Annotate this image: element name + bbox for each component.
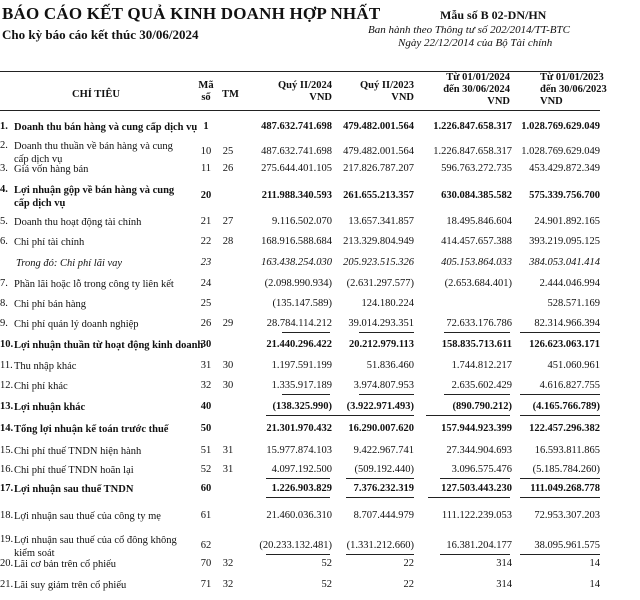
row-value-v1: 28.784.114.212	[266, 318, 332, 329]
row-label: Doanh thu hoạt động tài chính	[14, 217, 142, 228]
row-number: 9.	[0, 318, 8, 329]
row-value-v3: 630.084.385.582	[441, 190, 512, 201]
row-value-v3: 1.226.847.658.317	[433, 121, 512, 132]
row-label: Lợi nhuận sau thuế TNDN	[14, 484, 134, 495]
row-value-v4: 72.953.307.203	[534, 510, 600, 521]
row-value-v1: 15.977.874.103	[266, 445, 332, 456]
row-code: 50	[200, 423, 212, 434]
row-value-v2: (3.922.971.493)	[346, 401, 414, 412]
subtotal-underline	[266, 554, 330, 555]
subtotal-underline	[520, 497, 600, 498]
subtotal-underline	[282, 394, 330, 395]
row-code: 20	[200, 190, 212, 201]
row-value-v4: 1.028.769.629.049	[521, 146, 600, 157]
row-value-v2: (509.192.440)	[354, 464, 414, 475]
row-label: Thu nhập khác	[14, 361, 77, 372]
row-value-v1: (138.325.990)	[272, 401, 332, 412]
row-note: 30	[222, 380, 234, 391]
row-value-v2: (2.631.297.577)	[346, 278, 414, 289]
col-header-item: CHỈ TIÊU	[72, 89, 120, 100]
row-code: 31	[200, 360, 212, 371]
row-value-v2: 217.826.787.207	[343, 163, 414, 174]
col-header-q2-2023-unit: VND	[391, 92, 414, 103]
col-header-ytd-2024	[410, 72, 510, 108]
row-value-v4: 451.060.961	[547, 360, 600, 371]
row-note: 27	[222, 216, 234, 227]
row-value-v1: 4.097.192.500	[271, 464, 332, 475]
row-note: 28	[222, 236, 234, 247]
row-label: Lợi nhuận thuần từ hoạt động kinh doanh	[14, 340, 204, 351]
row-label: Lợi nhuận sau thuế của công ty mẹ	[14, 511, 161, 522]
row-value-v2: 9.422.967.741	[353, 445, 414, 456]
subtotal-underline	[346, 554, 414, 555]
row-value-v4: 453.429.872.349	[529, 163, 600, 174]
row-value-v1: 1.335.917.189	[271, 380, 332, 391]
row-number: 2.	[0, 140, 8, 151]
report-title: BÁO CÁO KẾT QUẢ KINH DOANH HỢP NHẤT	[2, 4, 381, 23]
subtotal-underline	[346, 497, 414, 498]
row-value-v4: 528.571.169	[547, 298, 600, 309]
row-code: 32	[200, 380, 212, 391]
subtotal-underline	[520, 478, 600, 479]
row-value-v2: 20.212.979.113	[348, 339, 414, 350]
row-value-v2: 479.482.001.564	[343, 146, 414, 157]
row-code: 23	[200, 257, 212, 268]
row-value-v3: 314	[496, 579, 512, 590]
subtotal-underline	[520, 554, 600, 555]
row-value-v4: 14	[589, 579, 600, 590]
row-code: 71	[200, 579, 212, 590]
row-number: 6.	[0, 236, 8, 247]
row-value-v2: 51.836.460	[366, 360, 414, 371]
row-number: 20.	[0, 558, 14, 569]
row-code: 25	[200, 298, 212, 309]
row-value-v1: (135.147.589)	[272, 298, 332, 309]
row-code: 24	[200, 278, 212, 289]
row-value-v4: 126.623.063.171	[529, 339, 600, 350]
subtotal-underline	[346, 478, 414, 479]
row-number: 16.	[0, 464, 14, 475]
row-number: 14.	[0, 423, 14, 434]
row-value-v2: 22	[403, 558, 414, 569]
row-value-v4: 393.219.095.125	[529, 236, 600, 247]
regulation-line: Ban hành theo Thông tư số 202/2014/TT-BTC	[368, 24, 570, 36]
row-value-v1: (20.233.132.481)	[259, 540, 332, 551]
row-number: 12.	[0, 380, 14, 391]
col-header-q2-2024-unit: VND	[309, 92, 332, 103]
row-value-v1: 168.916.588.684	[261, 236, 332, 247]
regulation-date: Ngày 22/12/2014 của Bộ Tài chính	[398, 37, 553, 49]
subtotal-underline	[444, 394, 510, 395]
row-value-v1: 487.632.741.698	[261, 146, 332, 157]
subtotal-underline	[266, 478, 330, 479]
row-value-v2: 22	[403, 579, 414, 590]
row-value-v3: 157.944.923.399	[441, 423, 512, 434]
row-code: 10	[200, 146, 212, 157]
row-label: Doanh thu thuần về bán hàng và cung cấp dịch vụ	[14, 141, 173, 165]
row-value-v1: 21.301.970.432	[266, 423, 332, 434]
subtotal-underline	[359, 332, 414, 333]
subtotal-underline	[426, 415, 510, 416]
row-value-v1: 52	[321, 558, 332, 569]
subtotal-underline	[282, 332, 330, 333]
col-header-q2-2023-period: Quý II/2023	[360, 80, 414, 91]
row-number: 8.	[0, 298, 8, 309]
row-value-v3: 2.635.602.429	[451, 380, 512, 391]
row-value-v3: 314	[496, 558, 512, 569]
row-code: 62	[200, 540, 212, 551]
subtotal-underline	[440, 478, 510, 479]
row-value-v1: (2.098.990.934)	[264, 278, 332, 289]
table-top-rule	[0, 71, 600, 72]
col-header-ytd-2023	[540, 72, 640, 108]
row-value-v2: 13.657.341.857	[348, 216, 414, 227]
row-label: Doanh thu bán hàng và cung cấp dịch vụ	[14, 122, 198, 133]
row-value-v1: 211.988.340.593	[261, 190, 332, 201]
row-value-v3: 405.153.864.033	[441, 257, 512, 268]
row-value-v1: 9.116.502.070	[272, 216, 332, 227]
row-note: 32	[222, 579, 234, 590]
header-bottom-rule	[0, 110, 600, 111]
row-value-v2: 16.290.007.620	[348, 423, 414, 434]
row-label: Chi phí khác	[14, 381, 68, 392]
row-value-v3: 1.744.812.217	[451, 360, 512, 371]
row-value-v2: 261.655.213.357	[343, 190, 414, 201]
row-value-v4: 4.616.827.755	[539, 380, 600, 391]
row-value-v3: 127.503.443.230	[441, 483, 512, 494]
row-value-v1: 1.226.903.829	[271, 483, 332, 494]
row-label: Chi phí tài chính	[14, 237, 85, 248]
row-number: 4.	[0, 184, 8, 195]
row-value-v3: 18.495.846.604	[446, 216, 512, 227]
row-value-v1: 21.440.296.422	[266, 339, 332, 350]
col-header-ytd-2023-unit: VND	[540, 96, 563, 107]
row-label: Chi phí quản lý doanh nghiệp	[14, 319, 139, 330]
row-value-v4: 82.314.966.394	[534, 318, 600, 329]
row-value-v2: 213.329.804.949	[343, 236, 414, 247]
row-value-v1: 1.197.591.199	[271, 360, 332, 371]
subtotal-underline	[428, 497, 510, 498]
row-value-v3: 596.763.272.735	[441, 163, 512, 174]
row-label: Lợi nhuận sau thuế của cổ đông không kiểm soát	[14, 535, 177, 559]
row-note: 25	[222, 146, 234, 157]
row-value-v4: 16.593.811.865	[534, 445, 600, 456]
row-code: 26	[200, 318, 212, 329]
row-value-v3: 111.122.239.053	[441, 510, 512, 521]
row-note: 31	[222, 445, 234, 456]
col-header-q2-2024-period: Quý II/2024	[278, 80, 332, 91]
row-value-v2: 205.923.515.326	[343, 257, 414, 268]
row-number: 5.	[0, 216, 8, 227]
row-value-v1: 487.632.741.698	[261, 121, 332, 132]
row-label: Phần lãi hoặc lỗ trong công ty liên kết	[14, 279, 174, 290]
row-label: Chi phí bán hàng	[14, 299, 87, 310]
row-code: 11	[200, 163, 212, 174]
row-code: 30	[200, 339, 212, 350]
col-header-ytd-2024-to: đến 30/06/2024	[443, 84, 510, 95]
subtotal-underline	[444, 332, 510, 333]
row-number: 19.	[0, 534, 14, 545]
row-code: 21	[200, 216, 212, 227]
subtotal-underline	[359, 394, 414, 395]
row-value-v4: 24.901.892.165	[534, 216, 600, 227]
row-number: 7.	[0, 278, 8, 289]
row-value-v3: 3.096.575.476	[451, 464, 512, 475]
row-label: Chi phí thuế TNDN hiện hành	[14, 446, 142, 457]
row-value-v3: (2.653.684.401)	[444, 278, 512, 289]
col-header-q2-2023	[314, 80, 414, 104]
row-label: Chi phí thuế TNDN hoãn lại	[14, 465, 134, 476]
row-code: 22	[200, 236, 212, 247]
row-code: 52	[200, 464, 212, 475]
row-value-v3: (890.790.212)	[452, 401, 512, 412]
row-note: 32	[222, 558, 234, 569]
subtotal-underline	[266, 497, 330, 498]
row-code: 70	[200, 558, 212, 569]
row-label: Lãi cơ bản trên cổ phiếu	[14, 559, 117, 570]
col-header-ytd-2023-to: đến 30/06/2023	[540, 84, 607, 95]
col-header-ytd-2024-from: Từ 01/01/2024	[446, 72, 510, 83]
row-value-v4: (5.185.784.260)	[532, 464, 600, 475]
row-number: 1.	[0, 121, 8, 132]
subtotal-underline	[440, 554, 510, 555]
row-value-v4: (4.165.766.789)	[532, 401, 600, 412]
row-value-v3: 158.835.713.611	[441, 339, 512, 350]
row-value-v3: 1.226.847.658.317	[433, 146, 512, 157]
row-value-v2: 39.014.293.351	[348, 318, 414, 329]
row-label: Giá vốn hàng bán	[14, 164, 89, 175]
col-header-code-line1: Mã	[198, 80, 214, 91]
row-label: Lợi nhuận gộp về bán hàng và cung cấp dịch vụ	[14, 185, 175, 209]
row-code: 1	[203, 121, 209, 132]
subtotal-underline	[266, 415, 330, 416]
row-value-v4: 14	[589, 558, 600, 569]
row-number: 17.	[0, 483, 14, 494]
row-code: 61	[200, 510, 212, 521]
row-code: 51	[200, 445, 212, 456]
row-value-v3: 16.381.204.177	[446, 540, 512, 551]
row-label: Lợi nhuận khác	[14, 402, 86, 413]
row-value-v4: 1.028.769.629.049	[521, 121, 600, 132]
col-header-code	[196, 80, 216, 104]
row-note: 31	[222, 464, 234, 475]
subtotal-underline	[330, 415, 414, 416]
row-value-v4: 2.444.046.994	[539, 278, 600, 289]
report-period: Cho kỳ báo cáo kết thúc 30/06/2024	[2, 27, 199, 42]
row-value-v1: 275.644.401.105	[261, 163, 332, 174]
row-value-v4: 384.053.041.414	[529, 257, 600, 268]
row-label: Trong đó: Chi phí lãi vay	[16, 258, 123, 269]
row-number: 15.	[0, 445, 14, 456]
form-code: Mẫu số B 02-DN/HN	[440, 8, 547, 22]
row-value-v3: 72.633.176.786	[446, 318, 512, 329]
row-value-v2: 3.974.807.953	[353, 380, 414, 391]
row-number: 13.	[0, 401, 14, 412]
row-value-v3: 27.344.904.693	[446, 445, 512, 456]
row-number: 21.	[0, 579, 14, 590]
row-label: Tổng lợi nhuận kế toán trước thuế	[14, 424, 169, 435]
row-note: 29	[222, 318, 234, 329]
col-header-ytd-2024-unit: VND	[487, 96, 510, 107]
row-code: 60	[200, 483, 212, 494]
row-code: 40	[200, 401, 212, 412]
subtotal-underline	[520, 394, 600, 395]
row-note: 30	[222, 360, 234, 371]
subtotal-underline	[520, 415, 600, 416]
col-header-code-line2: số	[201, 92, 211, 103]
row-value-v1: 163.438.254.030	[261, 257, 332, 268]
row-value-v2: (1.331.212.660)	[346, 540, 414, 551]
row-value-v2: 479.482.001.564	[343, 121, 414, 132]
row-value-v3: 414.457.657.388	[441, 236, 512, 247]
row-value-v2: 8.707.444.979	[353, 510, 414, 521]
row-value-v1: 52	[321, 579, 332, 590]
row-number: 18.	[0, 510, 14, 521]
row-value-v2: 7.376.232.319	[353, 483, 414, 494]
row-number: 10.	[0, 339, 14, 350]
row-value-v4: 575.339.756.700	[529, 190, 600, 201]
row-number: 3.	[0, 163, 8, 174]
row-value-v4: 122.457.296.382	[529, 423, 600, 434]
row-value-v2: 124.180.224	[361, 298, 414, 309]
col-header-ytd-2023-from: Từ 01/01/2023	[540, 72, 604, 83]
subtotal-underline	[520, 332, 600, 333]
row-value-v1: 21.460.036.310	[266, 510, 332, 521]
row-label: Lãi suy giảm trên cổ phiếu	[14, 580, 127, 591]
row-note: 26	[222, 163, 234, 174]
row-value-v4: 111.049.268.778	[530, 483, 600, 494]
row-value-v4: 38.095.961.575	[534, 540, 600, 551]
row-number: 11.	[0, 360, 13, 371]
col-header-note: TM	[222, 89, 239, 100]
